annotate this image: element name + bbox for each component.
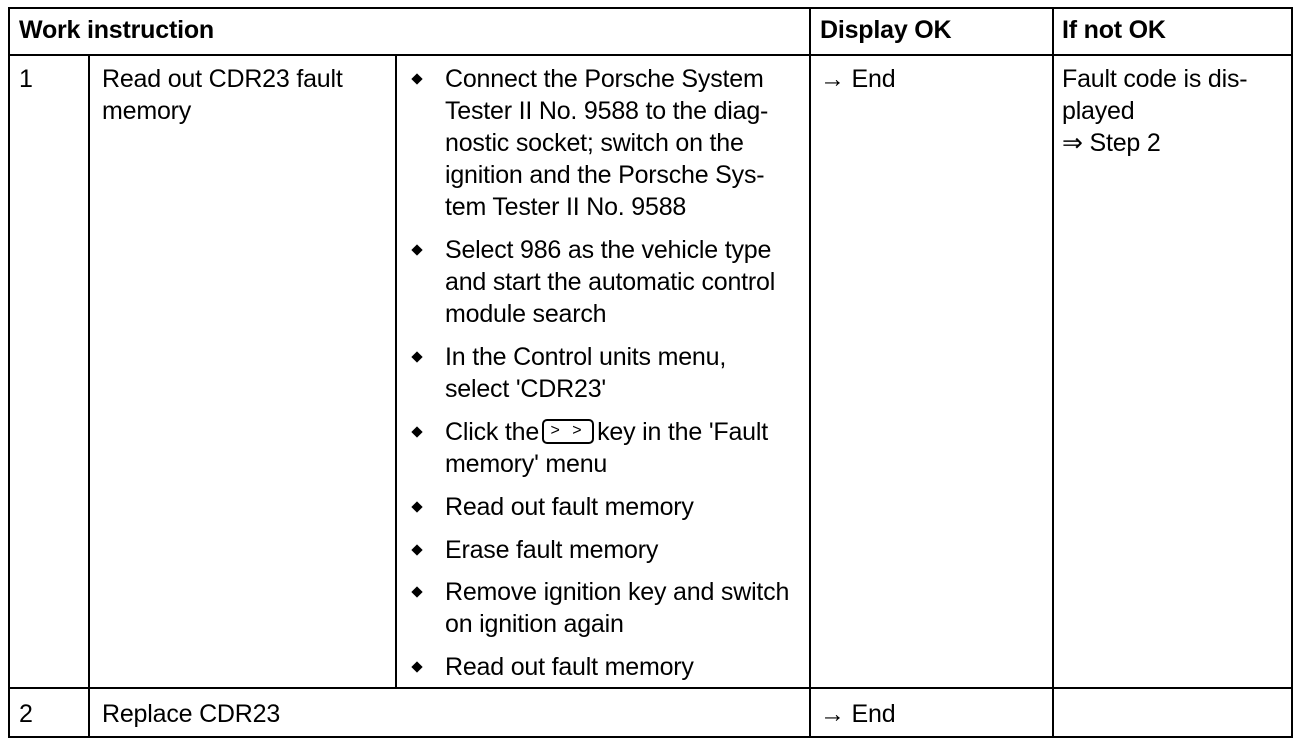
step-number: 1	[19, 65, 33, 93]
instruction-line: nostic socket; switch on the	[445, 129, 744, 157]
instruction-line: on ignition again	[445, 610, 624, 638]
instruction-line: Connect the Porsche System	[445, 65, 764, 93]
task-text: memory	[102, 97, 192, 125]
header-if-not-ok: If not OK	[1062, 16, 1166, 44]
instruction-line: tem Tester II No. 9588	[445, 193, 687, 221]
step-number: 2	[19, 700, 33, 728]
instruction-line: In the Control units menu,	[445, 343, 727, 371]
col-divider	[88, 55, 90, 738]
task-text: Read out CDR23 fault	[102, 65, 343, 93]
if-not-ok-result: played	[1062, 97, 1135, 125]
col-divider	[395, 55, 397, 688]
instruction-line: ignition and the Porsche Sys-	[445, 161, 765, 189]
instruction-line: Tester II No. 9588 to the diag-	[445, 97, 769, 125]
task-text: Replace CDR23	[102, 700, 281, 728]
col-divider	[1052, 7, 1054, 738]
col-divider	[809, 7, 811, 738]
instruction-line	[445, 416, 768, 448]
instruction-line: Erase fault memory	[445, 536, 659, 564]
if-not-ok-result: Fault code is dis-	[1062, 65, 1248, 93]
if-not-ok-result: ⇒ Step 2	[1062, 129, 1161, 157]
instruction-line: Remove ignition key and switch	[445, 578, 790, 606]
instruction-line: select 'CDR23'	[445, 375, 606, 403]
instruction-line: module search	[445, 300, 607, 328]
instruction-line: Read out fault memory	[445, 493, 694, 521]
instruction-line: and start the automatic control	[445, 268, 776, 296]
instruction-line: memory' menu	[445, 450, 608, 478]
forward-key-icon: > >	[542, 419, 594, 444]
display-ok-result: → End	[820, 65, 896, 93]
row-divider	[8, 687, 1293, 689]
header-display-ok: Display OK	[820, 16, 952, 44]
instruction-text: key in the 'Fault	[597, 418, 768, 446]
instruction-text: Click the	[445, 418, 540, 446]
display-ok-result: → End	[820, 700, 896, 728]
header-work-instruction: Work instruction	[19, 16, 214, 44]
row-divider	[8, 54, 1293, 56]
instruction-line: Select 986 as the vehicle type	[445, 236, 772, 264]
instruction-line: Read out fault memory	[445, 653, 694, 681]
